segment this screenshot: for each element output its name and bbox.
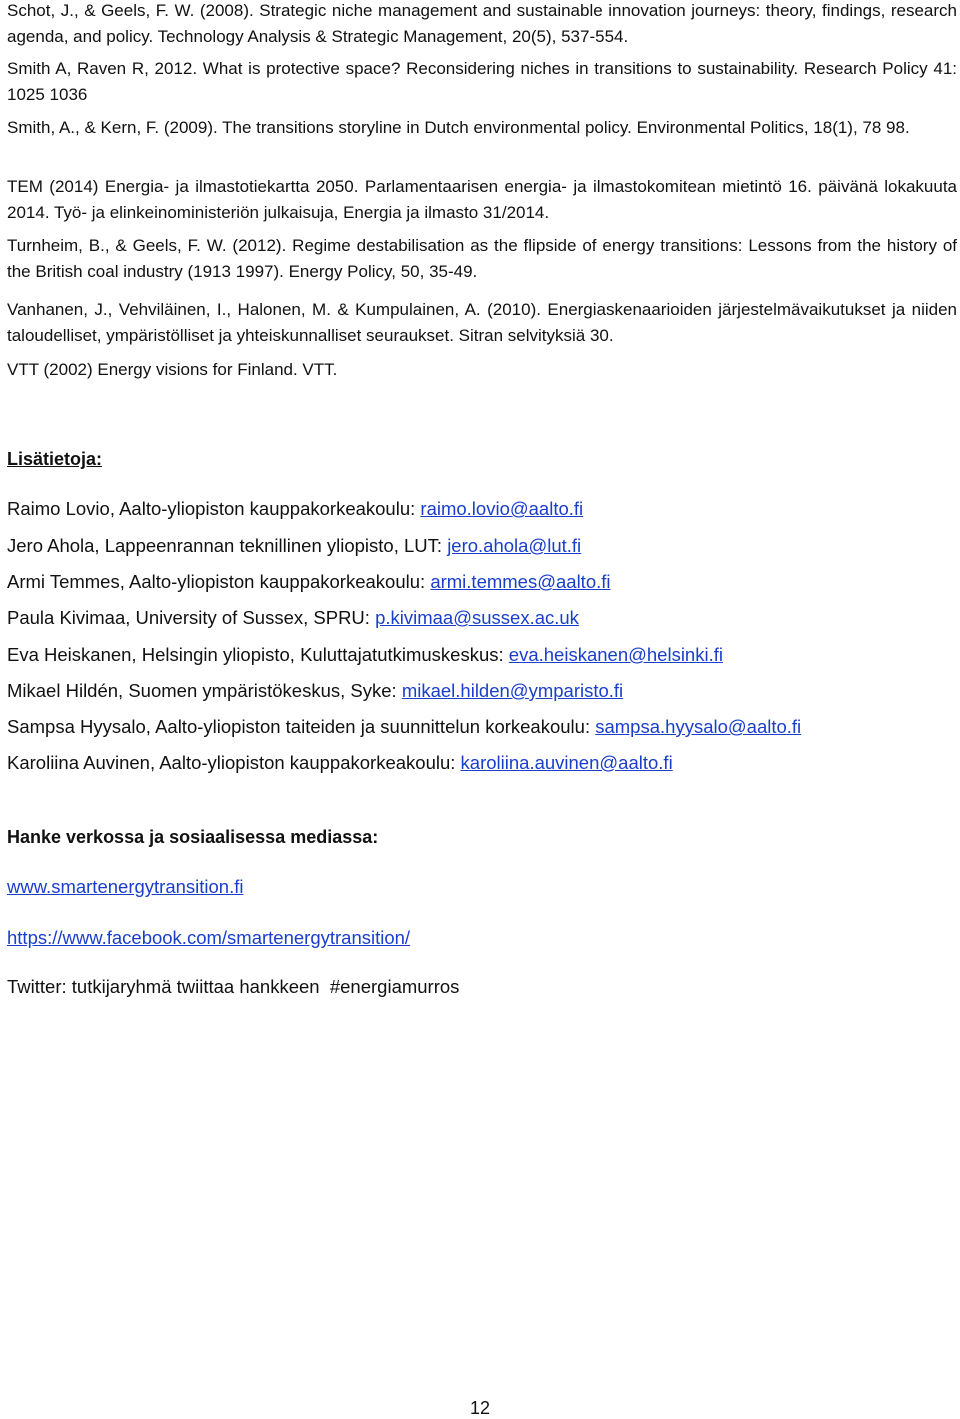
contact-item <box>7 496 583 522</box>
facebook-line <box>7 925 410 951</box>
email-link[interactable]: p.kivimaa@sussex.ac.uk <box>375 607 579 628</box>
email-link[interactable]: eva.heiskanen@helsinki.fi <box>508 644 723 665</box>
reference-smith-raven: Smith A, Raven R, 2012. What is protective space? Reconsidering niches in transitions to sustainability. Research Policy 41: 1025 1036 <box>7 59 957 104</box>
facebook-link[interactable]: https://www.facebook.com/smartenergytransition/ <box>7 927 411 948</box>
contact-item <box>7 569 611 595</box>
contact-item <box>7 605 579 631</box>
reference-vanhanen: Vanhanen, J., Vehviläinen, I., Halonen, M. & Kumpulainen, A. (2010). Energiaskenaarioiden järjestelmävaikutukset ja niiden taloudelliset, ympäristölliset ja yhteiskunnalliset seuraukset. Sitran selvityksiä 30. <box>7 300 957 345</box>
twitter-line: Twitter: tutkijaryhmä twiittaa hankkeen #energiamurros <box>7 976 460 997</box>
reference-vtt: VTT (2002) Energy visions for Finland. VTT. <box>7 360 338 379</box>
contact-item <box>7 750 673 776</box>
email-link[interactable]: armi.temmes@aalto.fi <box>430 571 611 592</box>
website-line <box>7 874 243 900</box>
reference-smith-kern: Smith, A., & Kern, F. (2009). The transitions storyline in Dutch environmental policy. Environmental Politics, 18(1), 78 98. <box>7 118 910 137</box>
contact-item <box>7 642 723 668</box>
contact-item <box>7 714 801 740</box>
contact-label: Armi Temmes, Aalto-yliopiston kauppakorkeakoulu: <box>7 571 431 592</box>
contact-label: Jero Ahola, Lappeenrannan teknillinen yliopisto, LUT: <box>7 535 448 556</box>
contact-label: Karoliina Auvinen, Aalto-yliopiston kauppakorkeakoulu: <box>7 752 461 773</box>
contact-label: Sampsa Hyysalo, Aalto-yliopiston taiteiden ja suunnittelun korkeakoulu: <box>7 716 596 737</box>
page-number: 12 <box>469 1398 491 1418</box>
contact-label: Paula Kivimaa, University of Sussex, SPRU: <box>7 607 376 628</box>
email-link[interactable]: jero.ahola@lut.fi <box>447 535 582 556</box>
email-link[interactable]: karoliina.auvinen@aalto.fi <box>460 752 673 773</box>
reference-schot: Schot, J., & Geels, F. W. (2008). Strategic niche management and sustainable innovation journeys: theory, findings, research agenda, and policy. Technology Analysis & Strategic Management, 20(5), 537-554. <box>7 1 957 46</box>
contact-item <box>7 533 581 559</box>
email-link[interactable]: mikael.hilden@ymparisto.fi <box>401 680 624 701</box>
reference-tem: TEM (2014) Energia- ja ilmastotiekartta 2050. Parlamentaarisen energia- ja ilmastokomitean mietintö 16. päivänä lokakuuta 2014. Työ- ja elinkeinoministeriön julkaisuja, Energia ja ilmasto 31/2014. <box>7 177 957 222</box>
email-link[interactable]: sampsa.hyysalo@aalto.fi <box>595 716 802 737</box>
website-link[interactable]: www.smartenergytransition.fi <box>7 876 244 897</box>
lisatietoja-heading: Lisätietoja: <box>7 449 103 469</box>
reference-turnheim: Turnheim, B., & Geels, F. W. (2012). Regime destabilisation as the flipside of energy transitions: Lessons from the history of the British coal industry (1913 1997). Energy Policy, 50, 35-49. <box>7 236 957 281</box>
contact-label: Eva Heiskanen, Helsingin yliopisto, Kuluttajatutkimuskeskus: <box>7 644 509 665</box>
contact-label: Raimo Lovio, Aalto-yliopiston kauppakorkeakoulu: <box>7 498 421 519</box>
contact-label: Mikael Hildén, Suomen ympäristökeskus, Syke: <box>7 680 402 701</box>
email-link[interactable]: raimo.lovio@aalto.fi <box>420 498 584 519</box>
contact-item <box>7 678 623 704</box>
online-heading: Hanke verkossa ja sosiaalisessa mediassa: <box>7 827 379 847</box>
